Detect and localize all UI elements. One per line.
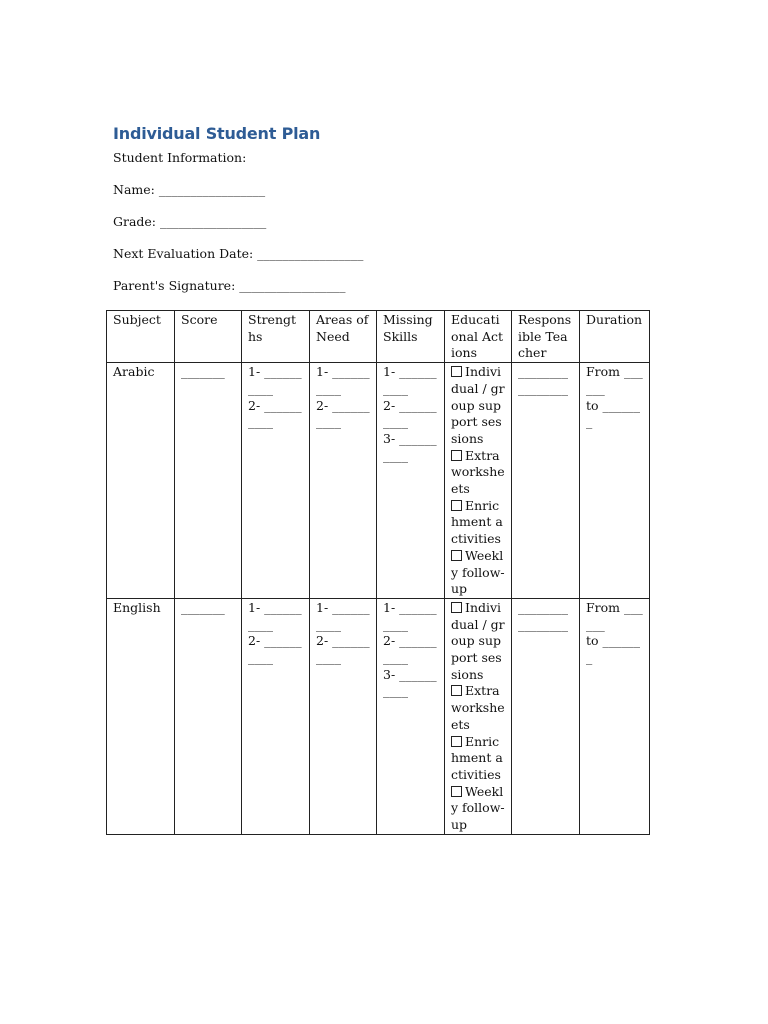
areas-of-need-cell — [310, 363, 377, 599]
strengths-cell — [242, 598, 310, 834]
table-row — [107, 598, 650, 834]
action-label: Individual / group support sessions — [451, 364, 505, 446]
strength-item: 1- __________ — [248, 599, 302, 632]
duration-cell — [580, 363, 650, 599]
action-option[interactable] — [451, 448, 505, 498]
teacher-blank: ________ — [518, 380, 568, 396]
educational-actions-cell — [445, 598, 512, 834]
area-item: 1- __________ — [316, 599, 370, 632]
grade-field: Grade: _________________ — [113, 214, 267, 229]
educational-actions-cell — [445, 363, 512, 599]
header-educational-actions: Educational Actions — [445, 311, 512, 363]
header-areas-of-need: Areas of Need — [310, 311, 377, 363]
responsible-teacher-cell — [512, 598, 580, 834]
duration-cell — [580, 598, 650, 834]
checkbox-icon[interactable] — [451, 450, 462, 461]
action-label: Weekly follow-up — [451, 547, 505, 597]
missing-skill-item: 2- __________ — [383, 397, 437, 430]
action-label: Enrichment activities — [451, 497, 503, 547]
teacher-blank: ________ — [518, 599, 568, 615]
score-cell: _______ — [175, 363, 242, 599]
action-option[interactable] — [451, 600, 505, 684]
action-option[interactable] — [451, 498, 505, 548]
strength-item: 2- __________ — [248, 633, 302, 666]
duration-from: From ______ — [586, 599, 643, 632]
header-subject: Subject — [107, 311, 175, 363]
action-label: Extra worksheets — [451, 683, 505, 732]
duration-to: to _______ — [586, 633, 641, 666]
action-option[interactable] — [451, 683, 505, 733]
area-item: 2- __________ — [316, 397, 370, 430]
area-item: 2- __________ — [316, 633, 370, 666]
next-evaluation-date-field: Next Evaluation Date: _________________ — [113, 246, 364, 261]
table-header-row — [107, 311, 650, 363]
missing-skill-item: 1- __________ — [383, 364, 437, 396]
strengths-cell — [242, 363, 310, 599]
student-plan-table — [106, 310, 650, 835]
subject-cell: English — [107, 598, 175, 834]
checkbox-icon[interactable] — [451, 786, 462, 797]
action-label: Extra worksheets — [451, 447, 505, 497]
strength-item: 2- __________ — [248, 397, 302, 430]
page-title: Individual Student Plan — [113, 124, 321, 143]
missing-skills-cell — [377, 363, 445, 599]
action-option[interactable] — [451, 548, 505, 598]
missing-skill-item: 3- __________ — [383, 666, 437, 699]
strength-item: 1- __________ — [248, 364, 302, 396]
header-strengths: Strengths — [242, 311, 310, 363]
parent-signature-field: Parent's Signature: _________________ — [113, 278, 346, 293]
checkbox-icon[interactable] — [451, 550, 462, 561]
action-option[interactable] — [451, 734, 505, 784]
score-cell: _______ — [175, 598, 242, 834]
checkbox-icon[interactable] — [451, 602, 462, 613]
header-duration: Duration — [580, 311, 650, 363]
table-row — [107, 363, 650, 599]
action-label: Enrichment activities — [451, 733, 503, 782]
teacher-blank: ________ — [518, 616, 568, 632]
missing-skills-cell — [377, 598, 445, 834]
missing-skill-item: 3- __________ — [383, 430, 437, 463]
teacher-blank: ________ — [518, 364, 568, 380]
missing-skill-item: 1- __________ — [383, 599, 437, 632]
responsible-teacher-cell — [512, 363, 580, 599]
checkbox-icon[interactable] — [451, 736, 462, 747]
name-field: Name: _________________ — [113, 182, 266, 197]
student-info-heading: Student Information: — [113, 150, 247, 165]
header-missing-skills: Missing Skills — [377, 311, 445, 363]
checkbox-icon[interactable] — [451, 366, 462, 377]
checkbox-icon[interactable] — [451, 685, 462, 696]
action-option[interactable] — [451, 364, 505, 448]
duration-to: to _______ — [586, 397, 641, 430]
header-score: Score — [175, 311, 242, 363]
area-item: 1- __________ — [316, 364, 370, 396]
areas-of-need-cell — [310, 598, 377, 834]
action-option[interactable] — [451, 784, 505, 834]
checkbox-icon[interactable] — [451, 500, 462, 511]
action-label: Individual / group support sessions — [451, 599, 505, 682]
header-responsible-teacher: Responsible Teacher — [512, 311, 580, 363]
missing-skill-item: 2- __________ — [383, 633, 437, 666]
action-label: Weekly follow-up — [451, 783, 505, 833]
subject-cell: Arabic — [107, 363, 175, 599]
duration-from: From ______ — [586, 364, 643, 396]
